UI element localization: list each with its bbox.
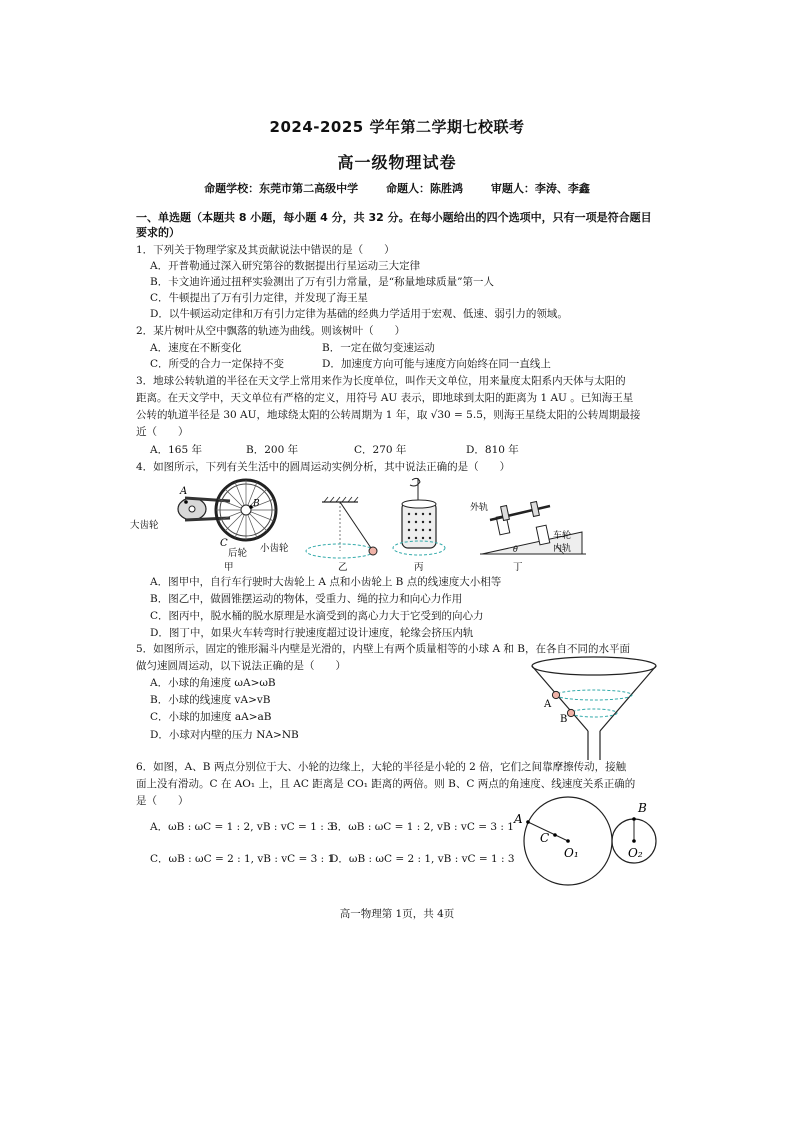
q5-option-a: A．小球的角速度 ωA>ωB bbox=[150, 677, 276, 689]
q1-stem: 1．下列关于物理学家及其贡献说法中错误的是（ ） bbox=[136, 244, 395, 256]
q6-line1: 6．如图，A、B 两点分别位于大、小轮的边缘上，大轮的半径是小轮的 2 倍，它们之间靠摩擦传动，接触 bbox=[136, 761, 627, 773]
q4-option-b: B．图乙中，做圆锥摆运动的物体，受重力、绳的拉力和向心力作用 bbox=[150, 593, 463, 605]
center-o2-label: O₂ bbox=[628, 846, 643, 860]
conical-pendulum-figure bbox=[306, 497, 377, 573]
exam-title: 2024-2025 学年第二学期七校联考 bbox=[269, 118, 525, 136]
q4-option-d: D．图丁中，如果火车转弯时行驶速度超过设计速度，轮缘会挤压内轨 bbox=[150, 627, 474, 639]
bicycle-figure bbox=[130, 480, 289, 573]
q2-stem: 2．某片树叶从空中飘落的轨迹为曲线。则该树叶（ ） bbox=[136, 325, 406, 337]
section-heading-line2: 要求的） bbox=[136, 226, 180, 239]
ball-b-shape bbox=[567, 709, 574, 716]
q3-line3: 公转的轨道半径是 30 AU，地球绕太阳的公转周期为 1 年，取 √30 = 5.5，则海王星绕太阳的公转周期最接 bbox=[136, 409, 641, 421]
q3-option-b: B．200 年 bbox=[246, 444, 299, 456]
q2-option-b: B．一定在做匀变速运动 bbox=[322, 342, 435, 354]
q3-line4: 近（ ） bbox=[136, 426, 189, 438]
q1-option-d: D．以牛顿运动定律和万有引力定律为基础的经典力学适用于宏观、低速、弱引力的领域。 bbox=[150, 308, 568, 320]
ball-a-shape bbox=[552, 691, 559, 698]
reviewer-label: 审题人：李涛、李鑫 bbox=[490, 182, 590, 195]
q5-option-d: D．小球对内壁的压力 NA>NB bbox=[150, 729, 299, 741]
school-label: 命题学校：东莞市第二高级中学 bbox=[204, 182, 359, 195]
ball-b-label: B bbox=[560, 714, 568, 725]
funnel-figure bbox=[528, 655, 668, 765]
fig-jia-label: 甲 bbox=[224, 562, 234, 573]
page-footer: 高一物理第 1页，共 4页 bbox=[339, 908, 455, 920]
q2-option-a: A．速度在不断变化 bbox=[150, 342, 242, 354]
section-heading-line1: 一、单选题（本题共 8 小题，每小题 4 分，共 32 分。在每小题给出的四个选项中，只有一项是符合题目 bbox=[136, 211, 652, 224]
q4-option-a: A．图甲中，自行车行驶时大齿轮上 A 点和小齿轮上 B 点的线速度大小相等 bbox=[150, 576, 502, 588]
fig-ding-label: 丁 bbox=[513, 562, 523, 573]
q4-figure bbox=[130, 476, 600, 576]
q6-line2: 面上没有滑动。C 在 AO₁ 上，且 AC 距离是 CO₁ 距离的两倍。则 B、C 两点的角速度、线速度关系正确的 bbox=[136, 778, 636, 790]
q6-option-a: A．ωB : ωC = 1 : 2, vB : vC = 1 : 3 bbox=[150, 821, 334, 833]
q1-option-a: A．开普勒通过深入研究第谷的数据提出行星运动三大定律 bbox=[150, 260, 421, 272]
theta-label: θ bbox=[513, 545, 518, 554]
point-a-label: A bbox=[180, 486, 188, 497]
outer-rail-label: 外轨 bbox=[470, 503, 489, 513]
spin-drum-figure bbox=[393, 478, 445, 573]
wheel-label: 车轮 bbox=[553, 531, 572, 541]
point-c-label: C bbox=[540, 831, 550, 845]
point-a-label: A bbox=[514, 812, 523, 826]
q3-option-d: D．810 年 bbox=[466, 444, 519, 456]
inner-rail-label: 内轨 bbox=[553, 544, 572, 554]
exam-subtitle: 高一级物理试卷 bbox=[337, 153, 457, 172]
q2-option-c: C．所受的合力一定保持不变 bbox=[150, 358, 285, 370]
q3-line2: 距离。在天文学中，天文单位有严格的定义，用符号 AU 表示，即地球到太阳的距离为 1 AU 。已知海王星 bbox=[136, 392, 634, 404]
q5-option-c: C．小球的加速度 aA>aB bbox=[150, 711, 272, 723]
point-b-label: B bbox=[638, 801, 647, 815]
q1-option-b: B．卡文迪许通过扭秤实验测出了万有引力常量，是“称量地球质量”第一人 bbox=[150, 276, 494, 288]
q6-option-d: D．ωB : ωC = 2 : 1, vB : vC = 1 : 3 bbox=[330, 853, 515, 865]
q3-option-c: C．270 年 bbox=[354, 444, 407, 456]
q1-option-c: C．牛顿提出了万有引力定律，并发现了海王星 bbox=[150, 292, 369, 304]
q5-option-b: B．小球的线速度 vA>vB bbox=[150, 694, 271, 706]
center-o1-label: O₁ bbox=[564, 846, 579, 860]
point-c-label: C bbox=[220, 538, 228, 549]
small-gear-label: 小齿轮 bbox=[260, 543, 289, 554]
q4-option-c: C．图丙中，脱水桶的脱水原理是水滴受到的离心力大于它受到的向心力 bbox=[150, 610, 484, 622]
q5-line2: 做匀速圆周运动，以下说法正确的是（ ） bbox=[136, 660, 346, 672]
big-gear-label: 大齿轮 bbox=[130, 520, 159, 531]
rear-wheel-label: 后轮 bbox=[228, 548, 248, 559]
point-b-label: B bbox=[253, 499, 260, 509]
q4-stem: 4．如图所示，下列有关生活中的圆周运动实例分析，其中说法正确的是（ ） bbox=[136, 461, 511, 473]
q6-line3: 是（ ） bbox=[136, 795, 189, 807]
author-label: 命题人：陈胜鸿 bbox=[386, 182, 463, 195]
gear-wheels-figure bbox=[512, 796, 672, 890]
railway-figure bbox=[470, 501, 586, 573]
q3-line1: 3．地球公转轨道的半径在天文学上常用来作为长度单位，叫作天文单位，用来量度太阳系内天体与太阳的 bbox=[136, 375, 626, 387]
q6-option-c: C．ωB : ωC = 2 : 1, vB : vC = 3 : 1 bbox=[150, 853, 335, 865]
ball-a-label: A bbox=[544, 699, 552, 710]
q5-line1: 5．如图所示，固定的锥形漏斗内壁是光滑的，内壁上有两个质量相等的小球 A 和 B，在各自不同的水平面 bbox=[136, 643, 630, 655]
q3-option-a: A．165 年 bbox=[150, 444, 202, 456]
q6-option-b: B．ωB : ωC = 1 : 2, vB : vC = 3 : 1 bbox=[330, 821, 514, 833]
fig-yi-label: 乙 bbox=[338, 562, 348, 573]
q2-option-d: D．加速度方向可能与速度方向始终在同一直线上 bbox=[322, 358, 551, 370]
exam-meta bbox=[0, 180, 794, 196]
section-heading bbox=[136, 210, 676, 240]
fig-bing-label: 丙 bbox=[414, 562, 424, 573]
